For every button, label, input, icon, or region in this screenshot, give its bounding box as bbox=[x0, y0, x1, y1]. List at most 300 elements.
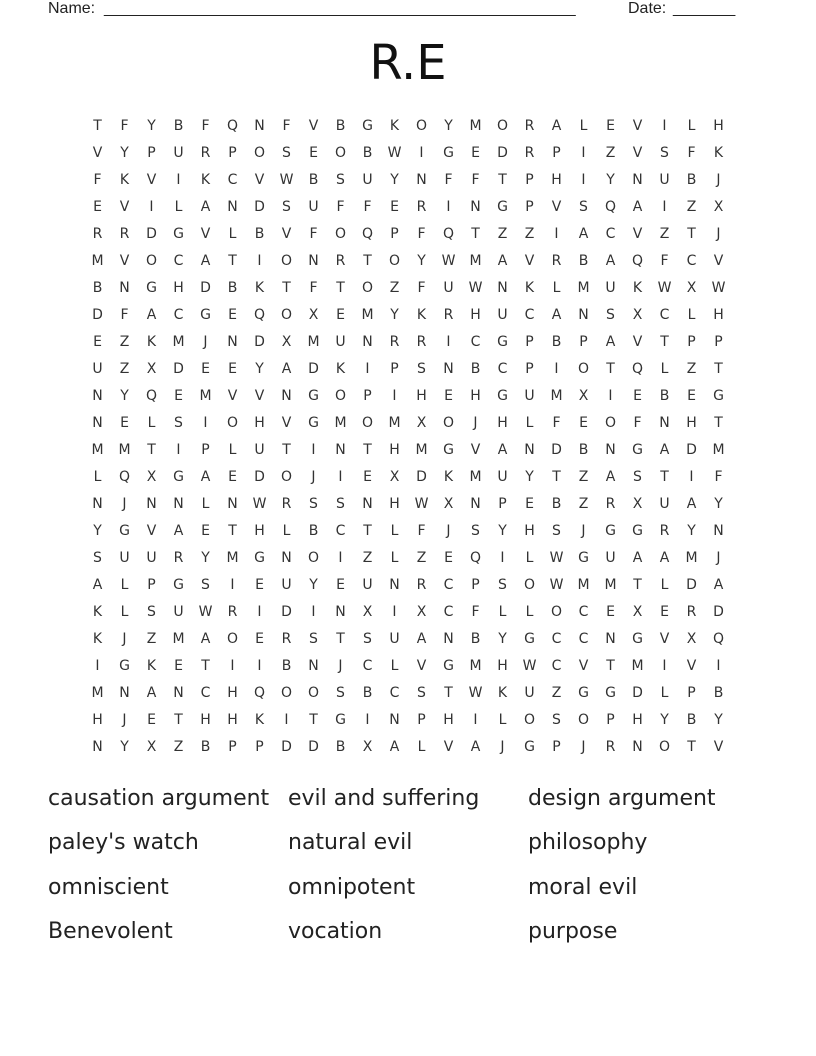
grid-letter: X bbox=[146, 738, 157, 755]
grid-letter: F bbox=[120, 117, 129, 134]
grid-letter: C bbox=[551, 630, 562, 647]
grid-letter: I bbox=[473, 711, 478, 728]
grid-letter: I bbox=[257, 252, 262, 269]
grid-letter: R bbox=[92, 225, 103, 242]
grid-letter: U bbox=[524, 387, 535, 404]
grid-letter: J bbox=[311, 468, 316, 485]
grid-letter: X bbox=[362, 738, 373, 755]
grid-letter: P bbox=[228, 738, 237, 755]
grid-letter: G bbox=[497, 198, 508, 215]
word-list-item: vocation bbox=[288, 919, 383, 945]
grid-letter: U bbox=[443, 279, 454, 296]
grid-letter: I bbox=[230, 576, 235, 593]
grid-letter: O bbox=[307, 549, 320, 566]
word-list-item: paley's watch bbox=[48, 830, 199, 856]
grid-letter: X bbox=[578, 387, 589, 404]
grid-letter: C bbox=[443, 603, 454, 620]
grid-letter: M bbox=[469, 468, 482, 485]
grid-letter: O bbox=[523, 576, 536, 593]
grid-letter: P bbox=[525, 360, 534, 377]
grid-letter: W bbox=[549, 549, 564, 566]
grid-letter: R bbox=[659, 522, 670, 539]
grid-letter: E bbox=[120, 414, 129, 431]
grid-letter: S bbox=[282, 144, 291, 161]
grid-letter: D bbox=[281, 603, 292, 620]
grid-letter: B bbox=[578, 441, 589, 458]
grid-letter: E bbox=[228, 306, 237, 323]
grid-letter: V bbox=[146, 522, 157, 539]
grid-letter: Q bbox=[631, 360, 644, 377]
grid-letter: I bbox=[446, 198, 451, 215]
grid-letter: L bbox=[390, 549, 399, 566]
grid-letter: R bbox=[173, 549, 184, 566]
grid-letter: M bbox=[361, 306, 374, 323]
grid-letter: J bbox=[581, 738, 586, 755]
grid-letter: Y bbox=[417, 252, 426, 269]
grid-letter: K bbox=[389, 117, 400, 134]
grid-letter: A bbox=[470, 738, 481, 755]
grid-letter: G bbox=[335, 711, 346, 728]
grid-letter: V bbox=[632, 144, 643, 161]
grid-letter: O bbox=[361, 414, 374, 431]
grid-letter: U bbox=[524, 684, 535, 701]
grid-letter: N bbox=[416, 171, 427, 188]
grid-letter: U bbox=[605, 279, 616, 296]
grid-letter: G bbox=[173, 225, 184, 242]
grid-letter: L bbox=[525, 603, 534, 620]
grid-letter: Y bbox=[120, 387, 129, 404]
grid-letter: A bbox=[578, 225, 589, 242]
grid-letter: N bbox=[92, 414, 103, 431]
header bbox=[48, 0, 748, 20]
grid-letter: K bbox=[146, 333, 157, 350]
grid-letter: M bbox=[550, 387, 563, 404]
grid-letter: Q bbox=[253, 306, 266, 323]
grid-letter: B bbox=[686, 711, 697, 728]
grid-letter: N bbox=[119, 279, 130, 296]
grid-letter: S bbox=[552, 711, 561, 728]
grid-letter: F bbox=[309, 279, 318, 296]
grid-letter: I bbox=[419, 144, 424, 161]
grid-letter: F bbox=[633, 414, 642, 431]
grid-letter: C bbox=[443, 576, 454, 593]
grid-letter: X bbox=[146, 360, 157, 377]
grid-letter: H bbox=[227, 711, 238, 728]
grid-letter: S bbox=[309, 630, 318, 647]
grid-letter: V bbox=[524, 252, 535, 269]
grid-letter: M bbox=[91, 684, 104, 701]
grid-letter: C bbox=[659, 306, 670, 323]
grid-letter: N bbox=[92, 387, 103, 404]
grid-letter: P bbox=[606, 711, 615, 728]
grid-letter: R bbox=[200, 144, 211, 161]
grid-letter: H bbox=[173, 279, 184, 296]
grid-letter: K bbox=[524, 279, 535, 296]
grid-letter: G bbox=[119, 657, 130, 674]
grid-letter: N bbox=[173, 495, 184, 512]
grid-letter: A bbox=[605, 468, 616, 485]
grid-letter: T bbox=[714, 414, 723, 431]
grid-letter: Q bbox=[604, 198, 617, 215]
grid-letter: C bbox=[605, 225, 616, 242]
grid-letter: W bbox=[252, 495, 267, 512]
grid-letter: Z bbox=[497, 225, 508, 242]
grid-letter: R bbox=[524, 117, 535, 134]
grid-letter: V bbox=[659, 630, 670, 647]
grid-letter: N bbox=[497, 279, 508, 296]
grid-letter: N bbox=[227, 198, 238, 215]
page-title: R.E bbox=[369, 35, 447, 91]
grid-letter: X bbox=[389, 468, 400, 485]
grid-letter: A bbox=[551, 306, 562, 323]
grid-letter: S bbox=[498, 576, 507, 593]
grid-letter: E bbox=[444, 549, 453, 566]
grid-letter: D bbox=[254, 198, 265, 215]
grid-letter: A bbox=[497, 252, 508, 269]
grid-letter: I bbox=[446, 333, 451, 350]
grid-letter: K bbox=[200, 171, 211, 188]
grid-letter: M bbox=[577, 279, 590, 296]
grid-letter: I bbox=[662, 657, 667, 674]
grid-letter: B bbox=[551, 495, 562, 512]
grid-letter: V bbox=[632, 333, 643, 350]
grid-letter: F bbox=[417, 225, 426, 242]
grid-letter: M bbox=[334, 414, 347, 431]
grid-letter: T bbox=[363, 252, 372, 269]
grid-letter: J bbox=[473, 414, 478, 431]
grid-letter: Z bbox=[551, 684, 562, 701]
grid-letter: T bbox=[282, 441, 291, 458]
grid-letter: G bbox=[200, 306, 211, 323]
grid-letter: J bbox=[581, 522, 586, 539]
word-list-item: Benevolent bbox=[48, 919, 173, 945]
grid-letter: B bbox=[335, 738, 346, 755]
grid-letter: F bbox=[417, 279, 426, 296]
grid-letter: M bbox=[388, 414, 401, 431]
grid-letter: T bbox=[228, 252, 237, 269]
grid-letter: L bbox=[282, 522, 291, 539]
grid-letter: Y bbox=[390, 171, 399, 188]
grid-letter: O bbox=[226, 414, 239, 431]
grid-letter: W bbox=[657, 279, 672, 296]
grid-letter: O bbox=[334, 387, 347, 404]
grid-letter: A bbox=[173, 522, 184, 539]
grid-letter: C bbox=[686, 252, 697, 269]
grid-letter: Z bbox=[605, 144, 616, 161]
grid-letter: E bbox=[228, 468, 237, 485]
grid-letter: P bbox=[390, 360, 399, 377]
grid-letter: W bbox=[549, 576, 564, 593]
grid-letter: B bbox=[551, 333, 562, 350]
grid-letter: D bbox=[200, 279, 211, 296]
grid-letter: W bbox=[279, 171, 294, 188]
grid-letter: Y bbox=[309, 576, 318, 593]
grid-letter: E bbox=[660, 603, 669, 620]
grid-letter: E bbox=[336, 576, 345, 593]
grid-letter: T bbox=[606, 360, 615, 377]
grid-letter: W bbox=[387, 144, 402, 161]
grid-letter: G bbox=[362, 117, 373, 134]
grid-letter: M bbox=[469, 657, 482, 674]
grid-letter: N bbox=[659, 414, 670, 431]
grid-letter: J bbox=[716, 225, 721, 242]
grid-letter: L bbox=[228, 225, 237, 242]
grid-letter: R bbox=[119, 225, 130, 242]
grid-letter: U bbox=[362, 576, 373, 593]
grid-letter: C bbox=[578, 603, 589, 620]
grid-letter: Q bbox=[118, 468, 131, 485]
grid-letter: R bbox=[335, 252, 346, 269]
grid-letter: N bbox=[470, 495, 481, 512]
grid-letter: K bbox=[713, 144, 724, 161]
grid-letter: Y bbox=[147, 117, 156, 134]
grid-letter: V bbox=[632, 225, 643, 242]
grid-letter: E bbox=[93, 333, 102, 350]
grid-letter: N bbox=[605, 441, 616, 458]
grid-letter: A bbox=[200, 252, 211, 269]
grid-letter: A bbox=[686, 495, 697, 512]
grid-letter: D bbox=[713, 603, 724, 620]
grid-letter: U bbox=[281, 576, 292, 593]
grid-letter: N bbox=[281, 387, 292, 404]
grid-letter: L bbox=[525, 549, 534, 566]
grid-letter: X bbox=[281, 333, 292, 350]
grid-letter: F bbox=[687, 144, 696, 161]
grid-letter: A bbox=[416, 630, 427, 647]
grid-letter: H bbox=[497, 414, 508, 431]
grid-letter: L bbox=[147, 414, 156, 431]
grid-letter: O bbox=[577, 711, 590, 728]
grid-letter: D bbox=[254, 468, 265, 485]
grid-letter: W bbox=[522, 657, 537, 674]
grid-letter: X bbox=[713, 198, 724, 215]
grid-letter: H bbox=[470, 306, 481, 323]
grid-letter: N bbox=[146, 495, 157, 512]
grid-letter: E bbox=[633, 387, 642, 404]
grid-letter: O bbox=[415, 117, 428, 134]
grid-letter: K bbox=[92, 603, 103, 620]
grid-letter: L bbox=[552, 279, 561, 296]
grid-letter: C bbox=[497, 360, 508, 377]
grid-letter: B bbox=[470, 360, 481, 377]
grid-letter: I bbox=[554, 360, 559, 377]
grid-letter: Z bbox=[524, 225, 535, 242]
grid-letter: O bbox=[307, 684, 320, 701]
grid-letter: I bbox=[392, 603, 397, 620]
grid-letter: H bbox=[389, 495, 400, 512]
grid-letter: T bbox=[660, 468, 669, 485]
grid-letter: E bbox=[363, 468, 372, 485]
grid-letter: S bbox=[93, 549, 102, 566]
grid-letter: H bbox=[524, 522, 535, 539]
grid-letter: U bbox=[497, 468, 508, 485]
grid-letter: R bbox=[605, 495, 616, 512]
grid-letter: T bbox=[552, 468, 561, 485]
grid-letter: P bbox=[552, 144, 561, 161]
grid-letter: V bbox=[686, 657, 697, 674]
grid-letter: P bbox=[525, 333, 534, 350]
grid-letter: H bbox=[470, 387, 481, 404]
grid-letter: I bbox=[338, 468, 343, 485]
grid-letter: D bbox=[308, 360, 319, 377]
grid-letter: Z bbox=[686, 360, 697, 377]
date-line: _______ bbox=[673, 0, 736, 17]
word-list-item: design argument bbox=[528, 785, 716, 811]
grid-letter: F bbox=[471, 603, 480, 620]
grid-letter: I bbox=[338, 549, 343, 566]
grid-letter: S bbox=[579, 198, 588, 215]
grid-letter: J bbox=[500, 738, 505, 755]
grid-letter: H bbox=[254, 414, 265, 431]
grid-letter: L bbox=[687, 117, 696, 134]
grid-letter: P bbox=[363, 387, 372, 404]
grid-letter: A bbox=[92, 576, 103, 593]
grid-letter: B bbox=[254, 225, 265, 242]
grid-letter: H bbox=[551, 171, 562, 188]
grid-letter: X bbox=[443, 495, 454, 512]
grid-letter: U bbox=[119, 549, 130, 566]
grid-letter: V bbox=[281, 414, 292, 431]
grid-letter: B bbox=[659, 387, 670, 404]
grid-letter: I bbox=[149, 198, 154, 215]
grid-letter: I bbox=[365, 360, 370, 377]
grid-letter: C bbox=[362, 657, 373, 674]
grid-letter: S bbox=[174, 414, 183, 431]
grid-letter: T bbox=[498, 171, 507, 188]
grid-letter: I bbox=[689, 468, 694, 485]
grid-letter: Y bbox=[714, 711, 723, 728]
grid-letter: O bbox=[280, 468, 293, 485]
grid-letter: C bbox=[173, 252, 184, 269]
grid-letter: N bbox=[92, 495, 103, 512]
grid-letter: Q bbox=[253, 684, 266, 701]
grid-letter: T bbox=[606, 657, 615, 674]
grid-letter: U bbox=[173, 603, 184, 620]
grid-letter: J bbox=[716, 171, 721, 188]
grid-letter: C bbox=[173, 306, 184, 323]
grid-letter: A bbox=[632, 549, 643, 566]
word-list-item: causation argument bbox=[48, 785, 270, 811]
grid-letter: V bbox=[227, 387, 238, 404]
grid-letter: C bbox=[524, 306, 535, 323]
grid-letter: Y bbox=[444, 117, 453, 134]
grid-letter: T bbox=[147, 441, 156, 458]
grid-letter: M bbox=[199, 387, 212, 404]
grid-letter: G bbox=[173, 468, 184, 485]
grid-letter: T bbox=[336, 279, 345, 296]
grid-letter: R bbox=[551, 252, 562, 269]
grid-letter: Z bbox=[578, 468, 589, 485]
grid-letter: L bbox=[417, 738, 426, 755]
grid-letter: L bbox=[201, 495, 210, 512]
grid-letter: Y bbox=[525, 468, 534, 485]
grid-letter: A bbox=[605, 252, 616, 269]
grid-letter: A bbox=[659, 441, 670, 458]
grid-letter: N bbox=[173, 684, 184, 701]
grid-letter: O bbox=[280, 252, 293, 269]
grid-letter: L bbox=[93, 468, 102, 485]
grid-letter: O bbox=[145, 252, 158, 269]
grid-letter: N bbox=[362, 495, 373, 512]
grid-letter: K bbox=[119, 171, 130, 188]
grid-letter: B bbox=[362, 684, 373, 701]
grid-letter: I bbox=[257, 603, 262, 620]
grid-letter: F bbox=[714, 468, 723, 485]
grid-letter: Q bbox=[631, 252, 644, 269]
grid-letter: O bbox=[523, 711, 536, 728]
grid-letter: E bbox=[201, 360, 210, 377]
grid-letter: J bbox=[446, 522, 451, 539]
grid-letter: G bbox=[173, 576, 184, 593]
grid-letter: Q bbox=[712, 630, 725, 647]
grid-letter: I bbox=[608, 387, 613, 404]
grid-letter: W bbox=[468, 279, 483, 296]
grid-letter: I bbox=[203, 414, 208, 431]
grid-letter: I bbox=[311, 603, 316, 620]
grid-letter: E bbox=[336, 306, 345, 323]
grid-letter: G bbox=[443, 441, 454, 458]
grid-letter: A bbox=[659, 549, 670, 566]
grid-letter: G bbox=[632, 522, 643, 539]
grid-letter: L bbox=[228, 441, 237, 458]
grid-letter: J bbox=[203, 333, 208, 350]
grid-letter: D bbox=[497, 144, 508, 161]
grid-letter: V bbox=[551, 198, 562, 215]
grid-letter: J bbox=[716, 549, 721, 566]
grid-letter: Z bbox=[362, 549, 373, 566]
grid-letter: V bbox=[281, 225, 292, 242]
grid-letter: R bbox=[227, 603, 238, 620]
grid-letter: R bbox=[389, 333, 400, 350]
grid-letter: S bbox=[606, 306, 615, 323]
grid-letter: U bbox=[146, 549, 157, 566]
grid-letter: Y bbox=[687, 522, 696, 539]
grid-letter: I bbox=[365, 711, 370, 728]
grid-letter: F bbox=[282, 117, 291, 134]
grid-letter: O bbox=[253, 144, 266, 161]
grid-letter: F bbox=[471, 171, 480, 188]
grid-letter: E bbox=[687, 387, 696, 404]
grid-letter: B bbox=[335, 117, 346, 134]
grid-letter: Q bbox=[226, 117, 239, 134]
grid-letter: E bbox=[606, 603, 615, 620]
grid-letter: X bbox=[632, 603, 643, 620]
grid-letter: T bbox=[201, 657, 210, 674]
grid-letter: J bbox=[122, 495, 127, 512]
grid-letter: K bbox=[254, 711, 265, 728]
grid-letter: T bbox=[471, 225, 480, 242]
grid-letter: V bbox=[254, 387, 265, 404]
grid-letter: A bbox=[200, 630, 211, 647]
grid-letter: G bbox=[308, 387, 319, 404]
grid-letter: A bbox=[497, 441, 508, 458]
grid-letter: G bbox=[632, 441, 643, 458]
grid-letter: S bbox=[417, 684, 426, 701]
grid-letter: P bbox=[255, 738, 264, 755]
grid-letter: P bbox=[687, 333, 696, 350]
grid-letter: T bbox=[660, 333, 669, 350]
grid-letter: L bbox=[687, 306, 696, 323]
grid-letter: N bbox=[578, 306, 589, 323]
grid-letter: A bbox=[551, 117, 562, 134]
grid-letter: P bbox=[525, 171, 534, 188]
grid-letter: P bbox=[228, 144, 237, 161]
word-list-item: philosophy bbox=[528, 830, 648, 856]
grid-letter: I bbox=[284, 711, 289, 728]
grid-letter: I bbox=[257, 657, 262, 674]
grid-letter: V bbox=[254, 171, 265, 188]
grid-letter: B bbox=[281, 657, 292, 674]
